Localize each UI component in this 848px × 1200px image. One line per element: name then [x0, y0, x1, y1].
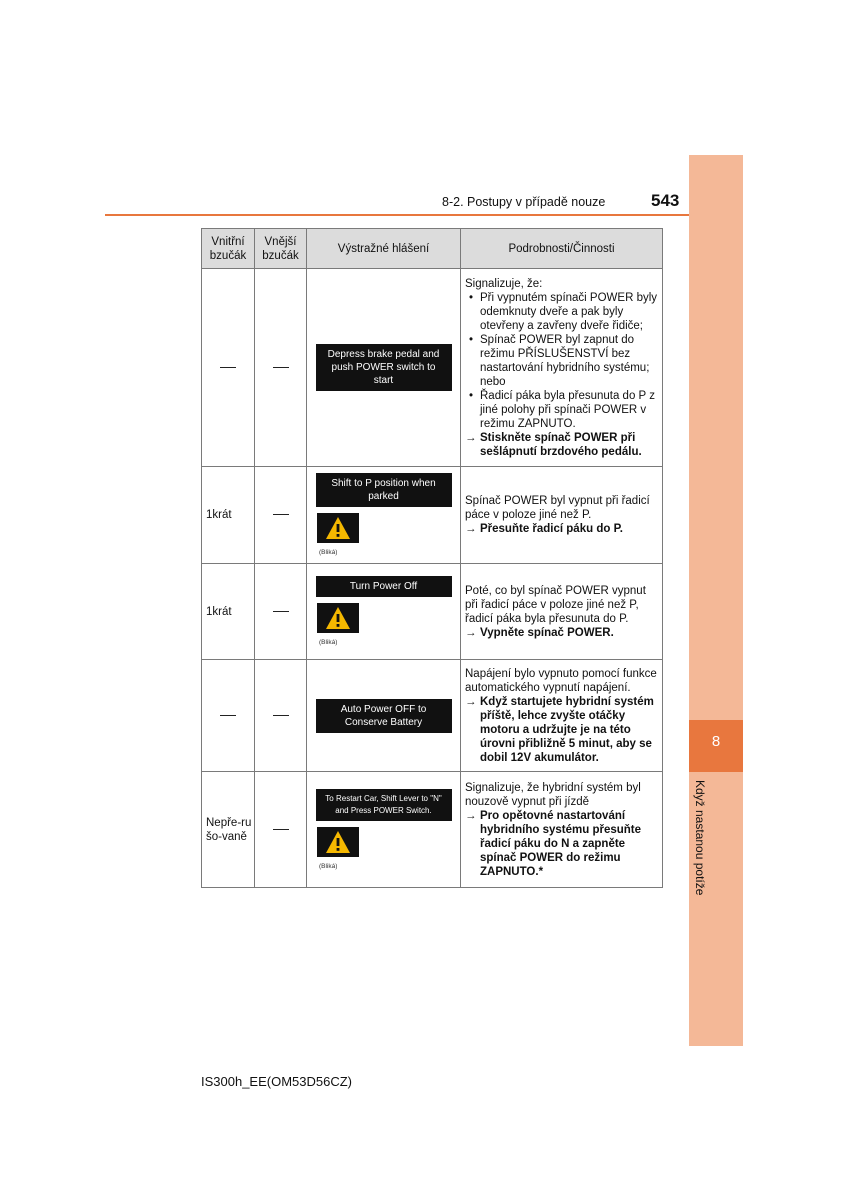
warning-message-table [201, 228, 663, 888]
action-text: Vypněte spínač POWER. [480, 626, 614, 639]
dash-mark [273, 611, 289, 612]
right-arrow-icon: → [465, 695, 477, 708]
chapter-title: Když nastanou potíže [693, 780, 707, 896]
blink-label: (Bliká) [319, 862, 338, 870]
warning-light [309, 513, 458, 557]
external-buzzer-cell [255, 269, 307, 467]
details-cell [461, 564, 663, 660]
dash-mark [273, 367, 289, 368]
column-header-external-buzzer: Vnější bzučák [255, 229, 307, 269]
warning-triangle-icon [317, 513, 359, 543]
action-text: Stiskněte spínač POWER při sešlápnutí brzdového pedálu. [480, 431, 642, 458]
action-text: Když startujete hybridní systém příště, lehce zvyšte otáčky motoru a udržujte je na této úrovni přibližně 5 minut, aby se dobil 12V akumulátor. [480, 695, 654, 764]
external-buzzer-cell [255, 564, 307, 660]
blink-label: (Bliká) [319, 639, 338, 646]
display-message: To Restart Car, Shift Lever to "N" and Press POWER Switch. [316, 789, 452, 821]
dash-mark [220, 715, 236, 716]
right-arrow-icon: → [465, 523, 477, 535]
table-header-row [202, 229, 663, 269]
action-text: Přesuňte řadicí páku do P. [480, 523, 623, 535]
right-arrow-icon: → [465, 626, 477, 639]
header-rule [105, 214, 689, 216]
external-buzzer-cell [255, 467, 307, 564]
details-bullet-list [465, 291, 658, 431]
details-bullet: • Při vypnutém spínači POWER byly odemknuty dveře a pak byly otevřeny a zavřeny dveře řidiče; [465, 291, 658, 333]
details-intro: Signalizuje, že: [465, 277, 543, 290]
warning-message-cell [307, 660, 461, 772]
dash-mark [273, 715, 289, 716]
display-message: Turn Power Off [316, 576, 452, 597]
details-intro: Napájení bylo vypnuto pomocí funkce automatického vypnutí napájení. [465, 667, 657, 694]
action-line [465, 626, 658, 640]
action-line [465, 522, 658, 536]
external-buzzer-cell [255, 772, 307, 888]
table-row [202, 467, 663, 564]
chapter-number-box[interactable] [689, 720, 743, 772]
warning-triangle-icon [317, 603, 359, 633]
dash-mark [273, 514, 289, 515]
internal-buzzer-cell: Nepře-rušo-vaně [202, 772, 255, 888]
warning-triangle-icon [317, 827, 359, 857]
column-header-internal-buzzer: Vnitřní bzučák [202, 229, 255, 269]
page-number: 543 [651, 191, 680, 210]
action-line [465, 695, 658, 765]
details-intro: Spínač POWER byl vypnut při řadicí páce v poloze jiné než P. [465, 495, 650, 521]
action-line [465, 431, 658, 459]
table-row [202, 660, 663, 772]
details-cell [461, 772, 663, 888]
warning-light [309, 827, 458, 871]
model-code: IS300h_EE(OM53D56CZ) [201, 1074, 353, 1089]
internal-buzzer-cell: 1krát [202, 467, 255, 564]
right-arrow-icon: → [465, 431, 477, 444]
details-cell [461, 269, 663, 467]
dash-mark [273, 829, 289, 830]
warning-message-cell [307, 467, 461, 564]
details-cell [461, 467, 663, 564]
display-message: Auto Power OFF to Conserve Battery [316, 699, 452, 733]
details-bullet: • Spínač POWER byl zapnut do režimu PŘÍSLUŠENSTVÍ bez nastartování hybridního systému; nebo [465, 333, 658, 389]
table-row [202, 269, 663, 467]
table-row [202, 564, 663, 660]
warning-light [309, 603, 458, 647]
internal-buzzer-cell [202, 660, 255, 772]
column-header-details: Podrobnosti/Činnosti [461, 229, 663, 269]
details-intro: Poté, co byl spínač POWER vypnut při řadicí páce v poloze jiné než P, řadicí páka byla přesunuta do P. [465, 584, 646, 625]
internal-buzzer-cell [202, 269, 255, 467]
dash-mark [220, 367, 236, 368]
table-row [202, 772, 663, 888]
display-message: Shift to P position when parked [316, 473, 452, 507]
chapter-number: 8 [711, 733, 721, 750]
details-intro: Signalizuje, že hybridní systém byl nouzově vypnut při jízdě [465, 781, 641, 808]
chapter-side-tab [689, 155, 743, 1046]
external-buzzer-cell [255, 660, 307, 772]
display-message: Depress brake pedal and push POWER switch to start [316, 344, 452, 391]
warning-message-cell [307, 269, 461, 467]
internal-buzzer-cell: 1krát [202, 564, 255, 660]
action-line [465, 809, 658, 879]
details-cell [461, 660, 663, 772]
warning-message-cell [307, 564, 461, 660]
right-arrow-icon: → [465, 809, 477, 822]
blink-label: (Bliká) [319, 549, 338, 556]
column-header-warning-message: Výstražné hlášení [307, 229, 461, 269]
section-title: 8-2. Postupy v případě nouze [442, 195, 606, 209]
details-bullet: • Řadicí páka byla přesunuta do P z jiné polohy při spínači POWER v režimu ZAPNUTO. [465, 389, 658, 431]
warning-message-cell [307, 772, 461, 888]
action-text: Pro opětovné nastartování hybridního systému přesuňte řadicí páku do N a zapněte spínač POWER do režimu ZAPNUTO.* [480, 809, 642, 878]
